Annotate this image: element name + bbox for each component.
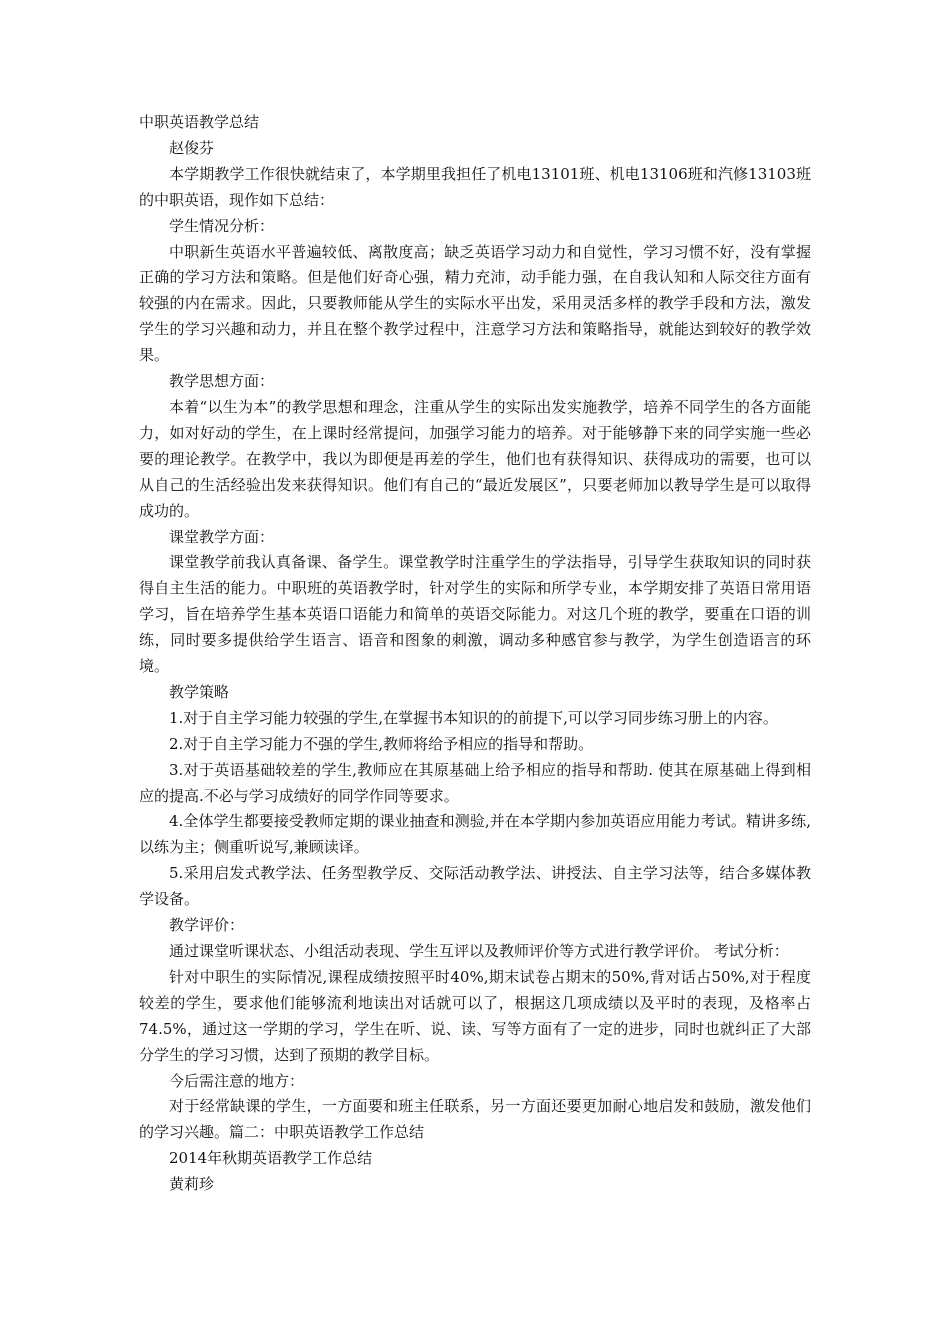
intro-paragraph: 本学期教学工作很快就结束了，本学期里我担任了机电13101班、机电13106班和汽修13103班的中职英语，现作如下总结： [139, 164, 811, 209]
section-heading-student-analysis: 学生情况分析： [169, 216, 275, 235]
future-notes-paragraph: 对于经常缺课的学生，一方面要和班主任联系，另一方面还要更加耐心地启发和鼓励，激发他们的学习兴趣。篇二：中职英语教学工作总结 [139, 1097, 811, 1142]
section-heading-teaching-strategy: 教学策略 [169, 682, 230, 701]
section-heading-classroom-teaching: 课堂教学方面： [169, 527, 275, 546]
student-analysis-paragraph: 中职新生英语水平普遍较低、离散度高；缺乏英语学习动力和自觉性，学习习惯不好，没有掌握正确的学习方法和策略。但是他们好奇心强，精力充沛，动手能力强，在自我认知和人际交往方面有较强的内在需求。因此，只要教师能从学生的实际水平出发，采用灵活多样的教学手段和方法，激发学生的学习兴趣和动力，并且在整个教学过程中，注意学习方法和策略指导，就能达到较好的教学效果。 [139, 242, 811, 365]
strategy-item-2: 2.对于自主学习能力不强的学生,教师将给予相应的指导和帮助。 [169, 734, 594, 753]
teaching-evaluation-paragraph: 通过课堂听课状态、小组活动表现、学生互评以及教师评价等方式进行教学评价。 考试分析： [169, 942, 789, 960]
strategy-item-3: 3.对于英语基础较差的学生,教师应在其原基础上给予相应的指导和帮助. 使其在原基础上得到相应的提高.不必与学习成绩好的同学作同等要求。 [139, 760, 811, 805]
strategy-item-5: 5.采用启发式教学法、任务型教学反、交际活动教学法、讲授法、自主学习法等，结合多媒体教学设备。 [139, 864, 811, 909]
strategy-item-1: 1.对于自主学习能力较强的学生,在掌握书本知识的的前提下,可以学习同步练习册上的内容。 [169, 708, 778, 727]
document-page [139, 110, 811, 1198]
teaching-philosophy-paragraph: 本着“以生为本”的教学思想和理念，注重从学生的实际出发实施教学，培养不同学生的各方面能力，如对好动的学生，在上课时经常提问，加强学习能力的培养。对于能够静下来的同学实施一些必要的理论教学。在教学中，我以为即便是再差的学生，他们也有获得知识、获得成功的需要，也可以从自己的生活经验出发来获得知识。他们有自己的“最近发展区”，只要老师加以教导学生是可以取得成功的。 [139, 397, 811, 520]
second-document-title: 2014年秋期英语教学工作总结 [169, 1149, 373, 1168]
section-heading-teaching-evaluation: 教学评价： [169, 916, 245, 935]
classroom-teaching-paragraph: 课堂教学前我认真备课、备学生。课堂教学时注重学生的学法指导，引导学生获取知识的同时获得自主生活的能力。中职班的英语教学时，针对学生的实际和所学专业，本学期安排了英语日常用语学习，旨在培养学生基本英语口语能力和简单的英语交际能力。对这几个班的教学，要重在口语的训练，同时要多提供给学生语言、语音和图象的刺激，调动多种感官参与教学，为学生创造语言的环境。 [139, 553, 811, 676]
strategy-item-4: 4.全体学生都要接受教师定期的课业抽查和测验,并在本学期内参加英语应用能力考试。精讲多练,以练为主；侧重听说写,兼顾读译。 [139, 812, 811, 857]
exam-analysis-paragraph: 针对中职生的实际情况,课程成绩按照平时40%,期末试卷占期末的50%,背对话占50%,对于程度较差的学生，要求他们能够流利地读出对话就可以了，根据这几项成绩以及平时的表现，及格率占 74.5%，通过这一学期的学习，学生在听、说、读、写等方面有了一定的进步，同时也就纠正了大部分学生的学习习惯，达到了预期的教学目标。 [139, 967, 811, 1064]
document-title: 中职英语教学总结 [139, 113, 260, 131]
second-author-name: 黄莉珍 [169, 1175, 215, 1194]
section-heading-teaching-philosophy: 教学思想方面： [169, 372, 275, 391]
section-heading-future-notes: 今后需注意的地方： [169, 1071, 305, 1090]
author-name: 赵俊芬 [169, 138, 215, 157]
